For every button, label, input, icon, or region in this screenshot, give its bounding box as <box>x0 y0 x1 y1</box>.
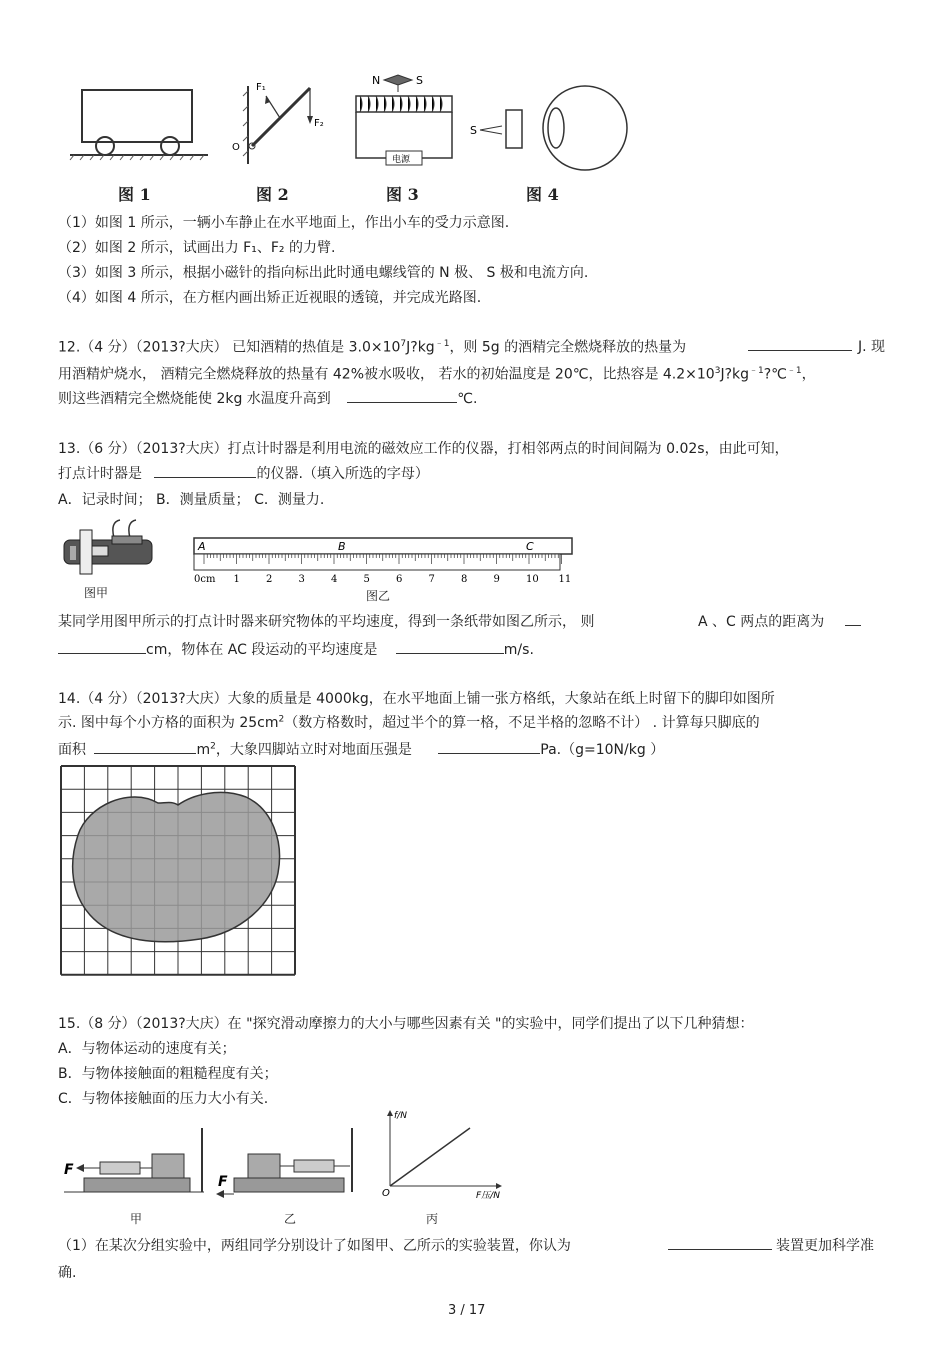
ruler-tick-label: 11 <box>558 574 572 585</box>
q13-answer-blank-2a[interactable] <box>845 611 861 626</box>
ruler-tick-label: 1 <box>233 574 240 585</box>
q12-line-3: 则这些酒精完全燃烧能使 2kg 水温度升高到 ℃. <box>58 388 477 408</box>
q13-line-3: 某同学用图甲所示的打点计时器来研究物体的平均速度，得到一条纸带如图乙所示， 则 <box>58 614 595 630</box>
o-label: O <box>232 142 240 153</box>
q15-answer-blank-1[interactable] <box>668 1235 772 1250</box>
fig1-cart-diagram <box>70 82 210 162</box>
fig2-lever-diagram <box>228 76 338 166</box>
q13-options: A．记录时间； B．测量质量； C．测量力. <box>58 492 325 508</box>
q14-line-3: 面积 $m^2$，大象四脚站立时对地面压强是 Pa.（g=10N/kg ） <box>58 739 664 759</box>
q14-answer-blank-1[interactable] <box>94 739 196 754</box>
q13-line-1: 13.（6 分）（2013?大庆）打点计时器是利用电流的磁效应工作的仪器，打相邻两点的时间间隔为 0.02s，由此可知， <box>58 441 789 457</box>
s-point-label: S <box>470 124 477 137</box>
needle-n-label: N <box>372 74 381 87</box>
tape-point-a: A <box>198 540 206 553</box>
fig-jia-label: 甲 <box>130 1212 143 1226</box>
ruler-tick-label: 6 <box>396 574 403 585</box>
ruler-tick-label: 5 <box>363 574 370 585</box>
q15-sub1-cont: 确. <box>58 1265 77 1281</box>
needle-s-label: S <box>416 74 423 87</box>
q13-answer-blank-2b[interactable] <box>58 639 146 654</box>
q12-line-2: 用酒精炉烧水， 酒精完全燃烧释放的热量有 42%被水吸收， 若水的初始温度是 20℃，比热容是 $4.2\times 10^3J?kg^{﹣1}?℃^{﹣1}$， <box>58 366 816 383</box>
q15-option-a: A．与物体运动的速度有关； <box>58 1041 236 1057</box>
f1-label: F₁ <box>256 82 266 93</box>
q14-line-1: 14.（4 分）（2013?大庆）大象的质量是 4000kg，在水平地面上铺一张方格纸，大象站在纸上时留下的脚印如图所 <box>58 691 775 707</box>
tape-point-b: B <box>338 540 346 553</box>
power-label: 电源 <box>392 155 411 165</box>
graph-y-axis-label: f/N <box>394 1111 407 1121</box>
q11-item-3: （3）如图 3 所示，根据小磁针的指向标出此时通电螺线管的 N 极、 S 极和电流方向. <box>58 265 589 281</box>
ruler-tick-label: 0cm <box>194 574 216 585</box>
q15-line-1: 15.（8 分）（2013?大庆）在 "探究滑动摩擦力的大小与哪些因素有关 "的实验中，同学们提出了以下几种猜想： <box>58 1016 754 1032</box>
ruler-tick-label: 3 <box>298 574 305 585</box>
friction-graph-bing <box>380 1108 510 1208</box>
q12-answer-blank-1[interactable] <box>748 336 852 351</box>
graph-x-axis-label: F压/N <box>476 1191 500 1201</box>
q12-line-1-end: J. 现 <box>858 339 886 355</box>
q13-answer-blank-1[interactable] <box>154 463 256 478</box>
q13-line-4: cm，物体在 AC 段运动的平均速度是 m/s. <box>58 639 534 659</box>
q15-option-c: C．与物体接触面的压力大小有关. <box>58 1091 269 1107</box>
q14-line-2: 示. 图中每个小方格的面积为 $25cm^2$（数方格数时，超过半个的算一格，不足半格的忽略不计） . 计算每只脚底的 <box>58 714 760 731</box>
fig3-caption: 图 3 <box>386 185 419 204</box>
f2-label: F₂ <box>314 118 324 129</box>
elephant-footprint-grid <box>60 765 296 975</box>
fig-bing-label: 丙 <box>426 1212 439 1226</box>
q13-line-2: 打点计时器是 的仪器.（填入所选的字母） <box>58 463 429 483</box>
graph-origin-label: O <box>382 1188 390 1199</box>
q15-option-b: B．与物体接触面的粗糙程度有关； <box>58 1066 278 1082</box>
ruler-tick-label: 4 <box>331 574 338 585</box>
q13-line-3-b: A 、C 两点的距离为 <box>698 614 825 630</box>
q14-answer-blank-2[interactable] <box>438 739 540 754</box>
fig4-eye-diagram <box>470 80 640 170</box>
page-number: 3 / 17 <box>448 1303 486 1318</box>
fig2-caption: 图 2 <box>256 185 289 204</box>
fig-yi-caption: 图乙 <box>366 589 391 603</box>
paper-tape-ruler-diagram <box>190 536 580 586</box>
q12-answer-blank-2[interactable] <box>347 388 457 403</box>
friction-setup-jia <box>64 1128 214 1208</box>
friction-setup-yi <box>214 1128 364 1208</box>
q11-item-1: （1）如图 1 所示，一辆小车静止在水平地面上，作出小车的受力示意图. <box>58 215 510 231</box>
q11-item-4: （4）如图 4 所示，在方框内画出矫正近视眼的透镜，并完成光路图. <box>58 290 482 306</box>
ruler-tick-label: 2 <box>266 574 273 585</box>
ruler-tick-label: 8 <box>461 574 468 585</box>
q12-line-1: 12.（4 分）（2013?大庆） 已知酒精的热值是 $3.0\times 10^7J?kg^{﹣1}$，则 5g 的酒精完全燃烧释放的热量为 <box>58 339 687 356</box>
tape-point-c: C <box>526 540 534 553</box>
fig4-caption: 图 4 <box>526 185 559 204</box>
ruler-tick-label: 10 <box>526 574 539 585</box>
footprint-shape <box>73 792 280 941</box>
timer-device-diagram <box>60 516 156 580</box>
q15-sub1-line: （1）在某次分组实验中，两组同学分别设计了如图甲、乙所示的实验装置，你认为 <box>58 1238 571 1254</box>
q15-sub1-end: 装置更加科学准 <box>776 1238 874 1254</box>
fig3-solenoid-diagram <box>350 70 460 165</box>
fig-jia-caption: 图甲 <box>84 586 109 600</box>
fig-yi-label: 乙 <box>284 1212 297 1226</box>
force-f-label-yi: F <box>218 1174 228 1190</box>
force-f-label-jia: F <box>64 1162 74 1178</box>
ruler-tick-label: 7 <box>428 574 435 585</box>
q11-item-2: （2）如图 2 所示，试画出力 F₁、F₂ 的力臂. <box>58 240 336 256</box>
fig1-caption: 图 1 <box>118 185 151 204</box>
ruler-tick-label: 9 <box>493 574 500 585</box>
q13-answer-blank-3[interactable] <box>396 639 504 654</box>
